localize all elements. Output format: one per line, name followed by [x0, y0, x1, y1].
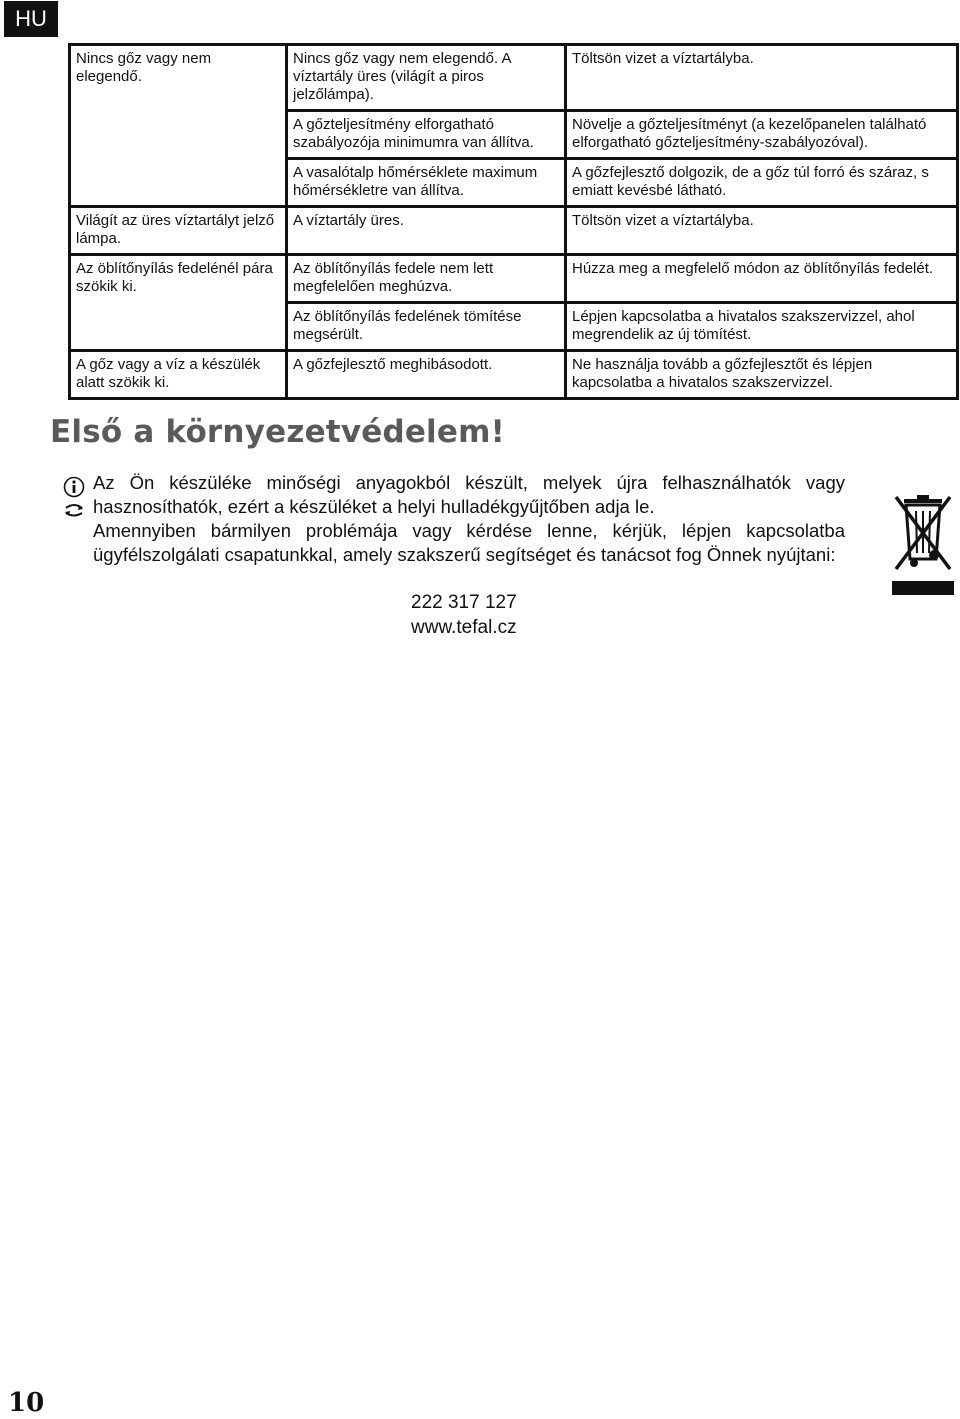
problem-cell: Nincs gőz vagy nem elegendő. [70, 45, 287, 207]
page-number: 10 [8, 1388, 45, 1418]
cause-cell: A gőzfejlesztő meghibásodott. [287, 351, 566, 399]
crossed-out-bin-icon [890, 493, 956, 597]
recycle-icon [63, 502, 85, 518]
environment-text-2: Amennyiben bármilyen problémája vagy kérdése lenne, kérjük, lépjen kapcsolatba ügyfélszolgálati csapatunkkal, amely szakszerű segítséget és tanácsot fog Önnek nyújtani: [93, 520, 845, 565]
solution-cell: Ne használja tovább a gőzfejlesztőt és lépjen kapcsolatba a hivatalos szakszervizzel. [566, 351, 958, 399]
problem-cell: Az öblítőnyílás fedelénél pára szökik ki. [70, 255, 287, 351]
language-badge: HU [4, 1, 58, 37]
table-row [70, 351, 958, 399]
environment-paragraph [93, 471, 845, 567]
problem-cell: Világít az üres víztartályt jelző lámpa. [70, 207, 287, 255]
table-row [70, 255, 958, 303]
solution-cell: Töltsön vizet a víztartályba. [566, 45, 958, 111]
cause-cell: A víztartály üres. [287, 207, 566, 255]
table-row [70, 45, 958, 111]
website-link[interactable]: www.tefal.cz [411, 617, 517, 638]
cause-cell: Nincs gőz vagy nem elegendő. A víztartály üres (világít a piros jelzőlámpa). [287, 45, 566, 111]
table-row [70, 207, 958, 255]
cause-cell: A gőzteljesítmény elforgatható szabályozója minimumra van állítva. [287, 111, 566, 159]
info-icon [63, 476, 85, 498]
cause-cell: Az öblítőnyílás fedelének tömítése megsérült. [287, 303, 566, 351]
cause-cell: A vasalótalp hőmérséklete maximum hőmérsékletre van állítva. [287, 159, 566, 207]
environment-title: Első a környezetvédelem! [50, 414, 505, 450]
phone-number: 222 317 127 [411, 592, 517, 613]
solution-cell: Lépjen kapcsolatba a hivatalos szakszervizzel, ahol megrendelik az új tömítést. [566, 303, 958, 351]
problem-cell: A gőz vagy a víz a készülék alatt szökik ki. [70, 351, 287, 399]
contact-block [411, 590, 517, 640]
cause-cell: Az öblítőnyílás fedele nem lett megfelelően meghúzva. [287, 255, 566, 303]
solution-cell: Húzza meg a megfelelő módon az öblítőnyílás fedelét. [566, 255, 958, 303]
solution-cell: Növelje a gőzteljesítményt (a kezelőpanelen található elforgatható gőzteljesítmény-szabályozóval). [566, 111, 958, 159]
environment-text-1: Az Ön készüléke minőségi anyagokból készült, melyek újra felhasználhatók vagy hasznosíthatók, ezért a készüléket a helyi hulladékgyűjtőben adja le. [93, 472, 845, 517]
solution-cell: A gőzfejlesztő dolgozik, de a gőz túl forró és száraz, s emiatt kevésbé látható. [566, 159, 958, 207]
troubleshooting-table [68, 43, 959, 400]
solution-cell: Töltsön vizet a víztartályba. [566, 207, 958, 255]
